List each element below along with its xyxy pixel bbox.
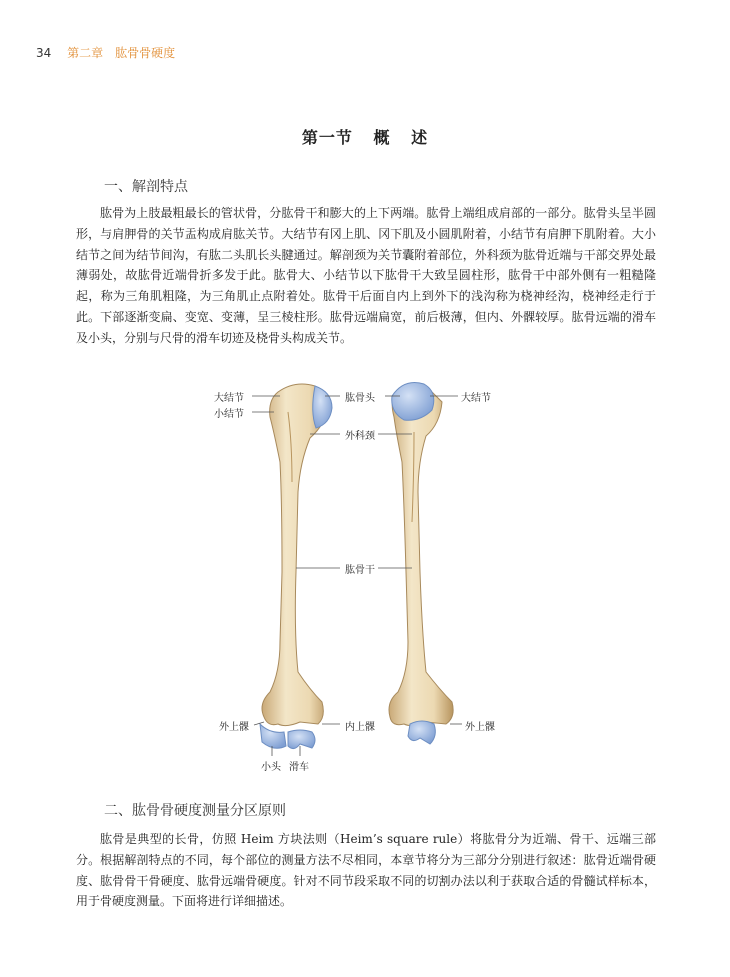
measurement-paragraph: 肱骨是典型的长骨，仿照 Heim 方块法则（Heim’s square rule）将肱骨分为近端、骨干、远端三部分。根据解剖特点的不同，每个部位的测量方法不尽相同，本章节将分为三部分分别进行叙述：肱骨近端骨硬度、肱骨骨干骨硬度、肱骨远端骨硬度。针对不同节段采取不同的切割办法以利于获取合适的骨髓试样标本，用于骨硬度测量。下面将进行详细描述。 [76, 832, 656, 909]
label-lesser-tubercle: 小结节 [213, 405, 245, 420]
label-medial-epicondyle: 内上髁 [344, 718, 376, 733]
page-number: 34 [36, 46, 52, 60]
humerus-posterior [389, 383, 453, 745]
label-trochlea: 滑车 [288, 758, 310, 773]
subsection-heading-measurement: 二、肱骨骨硬度测量分区原则 [104, 803, 286, 819]
section-title [0, 125, 730, 148]
label-capitulum: 小头 [260, 758, 282, 773]
humerus-anterior [260, 384, 332, 749]
label-lateral-epicondyle-anterior: 外上髁 [218, 718, 250, 733]
label-humeral-shaft: 肱骨干 [344, 561, 376, 576]
label-humeral-head: 肱骨头 [344, 389, 376, 404]
running-header [36, 44, 175, 61]
label-greater-tubercle-anterior: 大结节 [213, 389, 245, 404]
section-title-word2: 述 [411, 128, 429, 147]
chapter-title: 第二章 肱骨骨硬度 [67, 46, 176, 60]
label-surgical-neck: 外科颈 [344, 427, 376, 442]
label-lateral-epicondyle-posterior: 外上髁 [464, 718, 496, 733]
section-title-number: 第一节 [301, 128, 353, 147]
anatomy-paragraph: 肱骨为上肢最粗最长的管状骨，分肱骨干和膨大的上下两端。肱骨上端组成肩部的一部分。肱骨头呈半圆形，与肩胛骨的关节盂构成肩肱关节。大结节有冈上肌、冈下肌及小圆肌附着，小结节有肩胛下肌附着。大小结节之间为结节间沟，有肱二头肌长头腱通过。解剖颈为关节囊附着部位，外科颈为肱骨近端与干部交界处最薄弱处，故肱骨近端骨折多发于此。肱骨大、小结节以下肱骨干大致呈圆柱形，肱骨干中部外侧有一粗糙隆起，称为三角肌粗隆，为三角肌止点附着处。肱骨干后面自内上到外下的浅沟称为桡神经沟，桡神经走行于此。下部逐渐变扁、变宽、变薄，呈三棱柱形。肱骨远端扁宽，前后极薄，但内、外髁较厚。肱骨远端的滑车及小头，分别与尺骨的滑车切迹及桡骨头构成关节。 [76, 206, 656, 345]
label-greater-tubercle-posterior: 大结节 [460, 389, 492, 404]
subsection-heading-anatomy: 一、解剖特点 [104, 179, 188, 195]
humerus-figure [200, 372, 530, 792]
section-title-word1: 概 [373, 128, 391, 147]
